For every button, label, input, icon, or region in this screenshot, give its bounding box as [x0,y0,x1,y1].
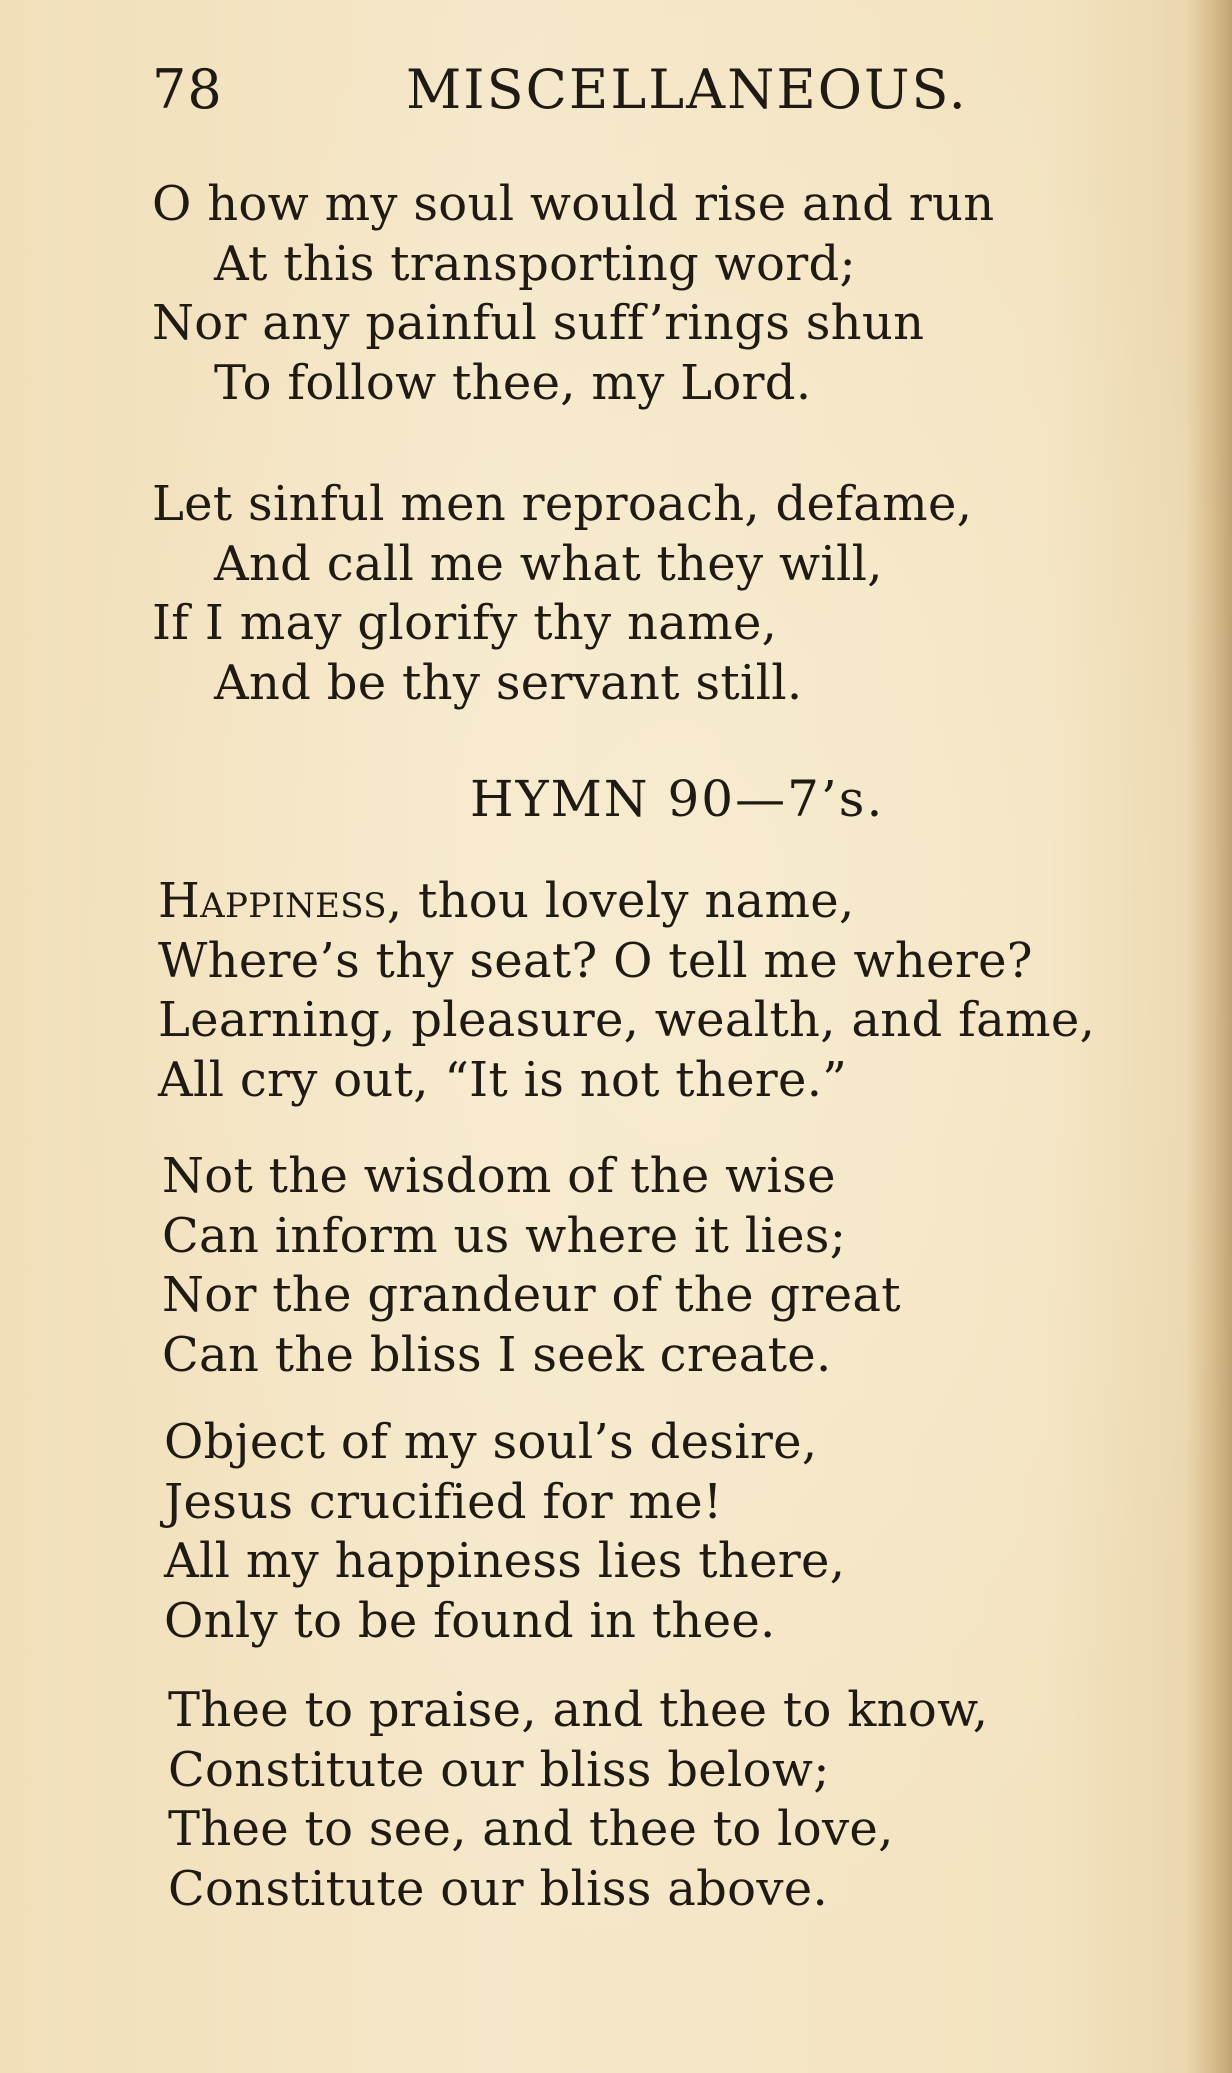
page-number: 78 [152,58,223,121]
hymn-title: HYMN 90—7’s. [470,770,885,828]
verse-line: Thee to see, and thee to love, [168,1801,894,1857]
page-edge-shadow [1186,0,1232,2073]
verse-line-rest: , thou lovely name, [386,873,855,929]
verse-line: All cry out, “It is not there.” [158,1051,848,1108]
verse-line: To follow thee, my Lord. [214,354,812,411]
verse-line: And be thy servant still. [214,654,803,711]
stanza [158,872,1095,1110]
verse-line: Nor the grandeur of the great [162,1267,901,1323]
verse-line: Constitute our bliss above. [168,1860,829,1917]
verse-line: Can inform us where it lies; [162,1207,847,1264]
verse-line: Thee to praise, and thee to know, [168,1682,989,1738]
verse-line: If I may glorify thy name, [152,595,778,651]
stanza [164,1413,845,1651]
running-head: MISCELLANEOUS. [406,58,968,121]
verse-line: At this transporting word; [214,235,856,292]
verse-line: Jesus crucified for me! [164,1473,723,1530]
stanza [152,475,972,713]
verse-line [158,872,1095,932]
verse-line: Only to be found in thee. [164,1592,776,1649]
stanza [168,1681,988,1919]
verse-line: Object of my soul’s desire, [164,1414,818,1470]
verse-line: Learning, pleasure, wealth, and fame, [158,992,1096,1048]
verse-line: Not the wisdom of the wise [162,1148,836,1204]
verse-line: All my happiness lies there, [164,1533,846,1589]
stanza [152,175,994,413]
hymn-first-word: Happiness [158,873,387,929]
verse-line: And call me what they will, [214,535,883,592]
stanza [162,1147,901,1385]
verse-line: Constitute our bliss below; [168,1741,830,1798]
page-header [152,58,992,128]
verse-line: Let sinful men reproach, defame, [152,476,973,532]
verse-line: Where’s thy seat? O tell me where? [158,932,1033,989]
verse-line: O how my soul would rise and run [152,176,995,232]
verse-line: Can the bliss I seek create. [162,1326,832,1383]
verse-line: Nor any painful suff’rings shun [152,295,925,351]
